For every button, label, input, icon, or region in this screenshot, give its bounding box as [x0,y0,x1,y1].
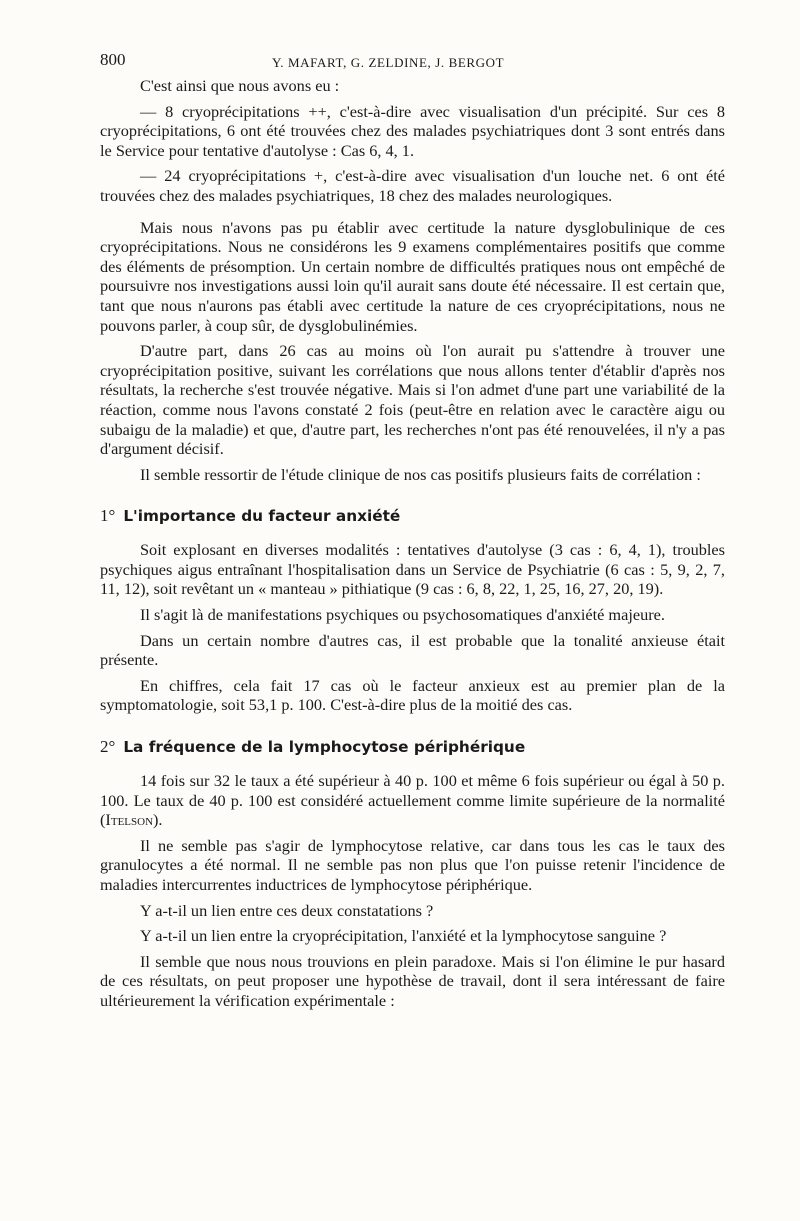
paragraph: Y a-t-il un lien entre la cryoprécipitation, l'anxiété et la lymphocytose sanguine ? [140,926,667,946]
paragraph: Il semble que nous nous trouvions en plein paradoxe. Mais si l'on élimine le pur hasard de ces résultats, on peut proposer une hypothèse de travail, dont il sera intéressant de faire ultérieurement la vérification expérimentale : [100,951,725,1010]
paragraph: Il semble ressortir de l'étude clinique de nos cas positifs plusieurs faits de corrélation : [140,464,701,484]
section-number: 1° [100,506,116,526]
paragraph: C'est ainsi que nous avons eu : [140,76,340,95]
page-body [100,48,725,1011]
paragraph: D'autre part, dans 26 cas au moins où l'on aurait pu s'attendre à trouver une cryoprécipitation positive, suivant les corrélations que nous allons tenter d'établir d'après nos résultats, la recherche s'est trouvée négative. Mais si l'on admet d'une part une variabilité de la réaction, comme nous l'avons constaté 2 fois (peut-être en relation avec le caractère aigu ou subaigu de la maladie) et que, d'autre part, les recherches n'ont pas été renouvelées, il n'y a pas d'argument décisif. [100,341,725,459]
paragraph: Soit explosant en diverses modalités : tentatives d'autolyse (3 cas : 6, 4, 1), troubles psychiques aigus entraînant l'hospitalisation dans un Service de Psychiatrie (6 cas : 5, 9, 2, 7, 11, 12), soit revêtant un « manteau » pithiatique (9 cas : 6, 8, 22, 1, 25, 16, 27, 20, 19). [100,540,725,599]
section-title: La fréquence de la lymphocytose périphérique [123,738,526,757]
running-title: Y. MAFART, G. ZELDINE, J. BERGOT [272,55,505,70]
paragraph: Il s'agit là de manifestations psychiques ou psychosomatiques d'anxiété majeure. [140,605,665,625]
paragraph: — 24 cryoprécipitations +, c'est-à-dire avec visualisation d'un louche net. 6 ont été trouvées chez des malades psychiatriques, 18 chez des malades neurologiques. [100,166,725,205]
section-number: 2° [100,737,116,757]
author-citation: Itelson [105,810,154,830]
section-heading [100,506,725,526]
page-header [100,48,725,70]
paragraph: — 8 cryoprécipitations ++, c'est-à-dire avec visualisation d'un précipité. Sur ces 8 cryoprécipitations, 6 ont été trouvées chez des malades psychiatriques dont 3 sont entrés dans le Service pour tentative d'autolyse : Cas 6, 4, 1. [100,101,725,160]
text-run: ). [153,810,163,830]
paragraph [100,771,725,830]
text-run: 14 fois sur 32 le taux a été supérieur à 40 p. 100 et même 6 fois supérieur ou égal à 50 p. 100. Le taux de 40 p. 100 est considéré actuellement comme limite supérieure de la normalité ( [100,771,725,830]
paragraph: Y a-t-il un lien entre ces deux constatations ? [140,900,434,920]
paragraph: Il ne semble pas s'agir de lymphocytose relative, car dans tous les cas le taux des granulocytes a été normal. Il ne semble pas non plus que l'on puisse retenir l'incidence de maladies intercurrentes inductrices de lymphocytose périphérique. [100,835,725,894]
page-number: 800 [100,50,126,69]
paragraph: En chiffres, cela fait 17 cas où le facteur anxieux est au premier plan de la symptomatologie, soit 53,1 p. 100. C'est-à-dire plus de la moitié des cas. [100,675,725,715]
section-heading [100,737,725,757]
section-title: L'importance du facteur anxiété [123,507,401,526]
paragraph: Mais nous n'avons pas pu établir avec certitude la nature dysglobulinique de ces cryoprécipitations. Nous ne considérons les 9 examens complémentaires positifs que comme des éléments de présomption. Un certain nombre de difficultés pratiques nous ont empêché de poursuivre nos investigations aussi loin qu'il aurait sans doute été nécessaire. Il est certain que, tant que nous n'aurons pas établi avec certitude la nature de ces cryoprécipitations, nous ne pouvons parler, à coup sûr, de dysglobulinémies. [100,217,725,335]
paragraph: Dans un certain nombre d'autres cas, il est probable que la tonalité anxieuse était présente. [100,630,725,670]
